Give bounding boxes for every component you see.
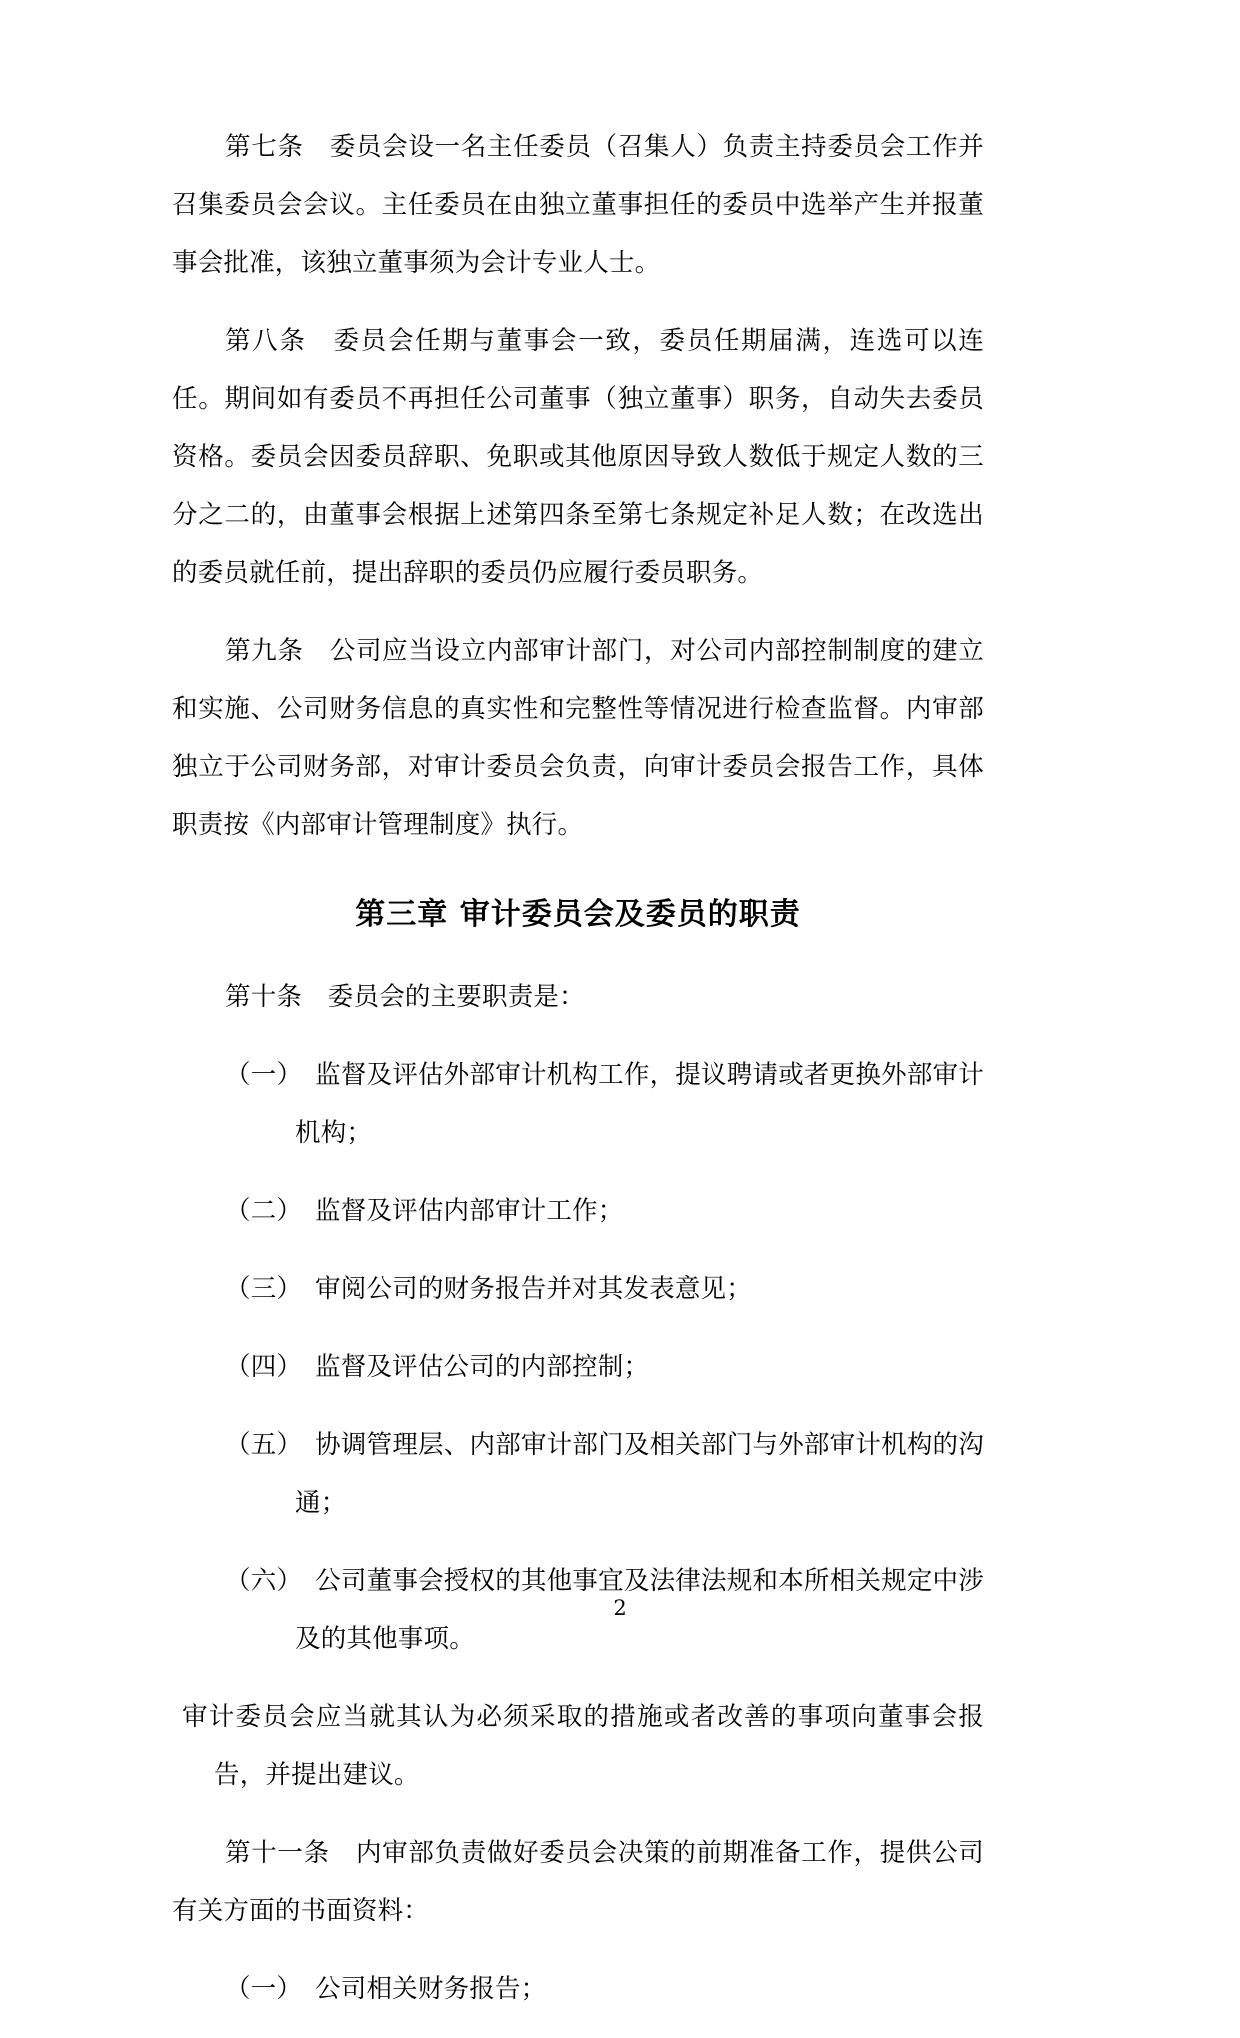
paragraph-article-10-closing: 审计委员会应当就其认为必须采取的措施或者改善的事项向董事会报告，并提出建议。 (182, 1702, 984, 1790)
paragraph-article-11: 第十一条 内审部负责做好委员会决策的前期准备工作，提供公司有关方面的书面资料： (172, 1838, 984, 1926)
chapter-heading-3: 第三章 审计委员会及委员的职责 (355, 897, 801, 932)
paragraph-article-9: 第九条 公司应当设立内部审计部门，对公司内部控制制度的建立和实施、公司财务信息的真实性和完整性等情况进行检查监督。内审部独立于公司财务部，对审计委员会负责，向审计委员会报告工作，具体职责按《内部审计管理制度》执行。 (172, 636, 984, 840)
paragraph-article-8: 第八条 委员会任期与董事会一致，委员任期届满，连选可以连任。期间如有委员不再担任公司董事（独立董事）职务，自动失去委员资格。委员会因委员辞职、免职或其他原因导致人数低于规定人数的三分之二的，由董事会根据上述第四条至第七条规定补足人数；在改选出的委员就任前，提出辞职的委员仍应履行委员职务。 (172, 326, 984, 588)
list-item-article-10-1: （一） 监督及评估外部审计机构工作，提议聘请或者更换外部审计机构； (225, 1060, 984, 1148)
list-item-article-10-6: （六） 公司董事会授权的其他事宜及法律法规和本所相关规定中涉及的其他事项。 (225, 1566, 984, 1654)
list-item-article-10-5: （五） 协调管理层、内部审计部门及相关部门与外部审计机构的沟通； (225, 1430, 984, 1518)
page-number: 2 (613, 1596, 627, 1620)
paragraph-article-7: 第七条 委员会设一名主任委员（召集人）负责主持委员会工作并召集委员会会议。主任委员在由独立董事担任的委员中选举产生并报董事会批准，该独立董事须为会计专业人士。 (172, 132, 984, 278)
list-item-article-10-3: （三） 审阅公司的财务报告并对其发表意见； (225, 1274, 752, 1304)
list-item-article-10-2: （二） 监督及评估内部审计工作； (225, 1196, 624, 1226)
paragraph-article-10: 第十条 委员会的主要职责是： (225, 982, 585, 1012)
page-content (172, 118, 984, 2038)
list-item-article-10-4: （四） 监督及评估公司的内部控制； (225, 1352, 650, 1382)
list-item-article-11-1: （一） 公司相关财务报告； (225, 1974, 547, 2004)
